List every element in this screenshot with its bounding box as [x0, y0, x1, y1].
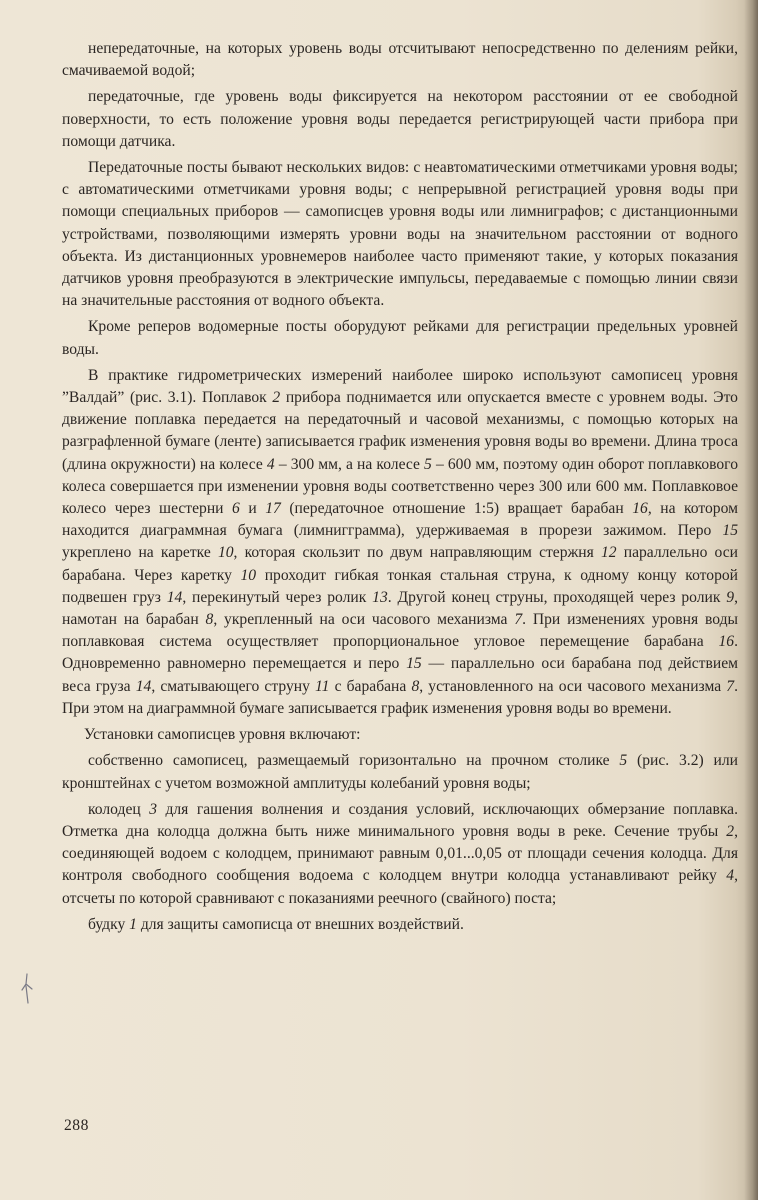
list-item-well: колодец 3 для гашения волнения и создания условий, исключающих обмерзание поплавка. Отметка дна колодца должна быть ниже минимального уровня воды в реке. Сечение трубы 2, соединяющей водоем с колодцем, принимают равным 0,01...0,05 от площади сечения колодца. Для контроля свободного сообщения водоема с колодцем внутри колодца устанавливают рейку 4, отсчеты по которой сравнивают с показаниями реечного (свайного) поста;	[62, 800, 738, 907]
figure-reference-number: 14	[135, 677, 152, 695]
list-item-recorder: собственно самописец, размещаемый горизонтально на прочном столике 5 (рис. 3.2) или кронштейнах с учетом возможной амплитуды колебаний уровня воды;	[62, 752, 738, 792]
figure-reference-number: 2	[272, 389, 281, 407]
figure-reference-number: 17	[265, 500, 281, 518]
figure-reference-number: 1	[129, 915, 137, 933]
figure-reference-number: 16	[632, 500, 648, 518]
figure-reference-number: 3	[149, 800, 157, 818]
figure-reference-number: 8	[411, 677, 420, 695]
figure-reference-number: 11	[315, 677, 330, 695]
paragraph-benchmarks-and-staffs: Кроме реперов водомерные посты оборудуют рейками для регистрации предельных уровней воды.	[62, 318, 738, 358]
paragraph-non-transmitting: непередаточные, на которых уровень воды отсчитывают непосредственно по делениям рейки, смачиваемой водой;	[62, 40, 738, 80]
paragraph-transmitting: передаточные, где уровень воды фиксируется на некотором расстоянии от ее свободной поверхности, то есть положение уровня воды передается регистрирующей части прибора при помощи датчика.	[62, 88, 738, 150]
figure-reference-number: 7	[514, 611, 523, 629]
figure-reference-number: 15	[406, 655, 422, 673]
text-body	[62, 38, 738, 936]
paragraph-transmitting-post-types: Передаточные посты бывают нескольких видов: с неавтоматическими отметчиками уровня воды; с автоматическими отметчиками уровня воды; с непрерывной регистрацией уровня воды при помощи специальных приборов — самописцев уровня воды или лимниграфов; с дистанционными устройствами, позволяющими измерять уровни воды на значительном расстоянии от водного объекта. Из дистанционных уровнемеров наиболее часто применяют такие, у которых показания датчиков уровня преобразуются в электрические импульсы, передаваемые с помощью линии связи на значительные расстояния от водного объекта.	[62, 159, 738, 310]
figure-reference-number: 14	[166, 588, 183, 606]
figure-reference-number: 5	[424, 455, 432, 473]
figure-reference-number: 10	[240, 566, 257, 584]
figure-reference-number: 8	[205, 611, 214, 629]
figure-reference-number: 13	[372, 588, 388, 606]
pencil-mark	[17, 972, 39, 1006]
page-edge-shadow	[744, 0, 758, 1200]
figure-reference-number: 7	[726, 677, 735, 695]
list-intro: Установки самописцев уровня включают:	[84, 726, 361, 744]
figure-reference-number: 2	[726, 822, 735, 840]
figure-reference-number: 10	[217, 544, 234, 562]
figure-reference-number: 12	[600, 544, 617, 562]
figure-reference-number: 15	[722, 522, 738, 540]
paragraph-valdai-recorder: В практике гидрометрических измерений наиболее широко используют самописец уровня ”Валдай” (рис. 3.1). Поплавок 2 прибора поднимается или опускается вместе с уровнем воды. Это движение поплавка передается на передаточный и часовой механизмы, с помощью которых на разграфленной бумаге (ленте) записывается график изменения уровня воды во времени. Длина троса (длина окружности) на колесе 4 – 300 мм, а на колесе 5 – 600 мм, поэтому один оборот поплавкового колеса совершается при изменении уровня воды соответственно через 300 или 600 мм. Поплавковое колесо через шестерни 6 и 17 (передаточное отношение 1:5) вращает барабан 16, на котором находится диаграммная бумага (лимнигграмма), удерживаемая в прорези зажимом. Перо 15 укреплено на каретке 10, которая скользит по двум направляющим стержня 12 параллельно оси барабана. Через каретку 10 проходит гибкая тонкая стальная струна, к одному концу которой подвешен груз 14, перекинутый через ролик 13. Другой конец струны, проходящей через ролик 9, намотан на барабан 8, укрепленный на оси часового механизма 7. При изменениях уровня воды поплавковая система осуществляет пропорциональное угловое перемещение барабана 16. Одновременно равномерно перемещается и перо 15 — параллельно оси барабана под действием веса груза 14, сматывающего струну 11 с барабана 8, установленного на оси часового механизма 7. При этом на диаграммной бумаге записывается график изменения уровня воды во времени.	[62, 366, 739, 717]
figure-reference-number: 5	[619, 752, 628, 770]
page-number: 288	[64, 1117, 89, 1134]
figure-reference-number: 4	[266, 455, 275, 473]
figure-reference-number: 6	[232, 500, 240, 518]
list-item-booth: будку 1 для защиты самописца от внешних воздействий.	[88, 915, 464, 933]
figure-reference-number: 4	[726, 867, 735, 885]
figure-reference-number: 9	[726, 588, 735, 606]
figure-reference-number: 16	[718, 633, 735, 651]
